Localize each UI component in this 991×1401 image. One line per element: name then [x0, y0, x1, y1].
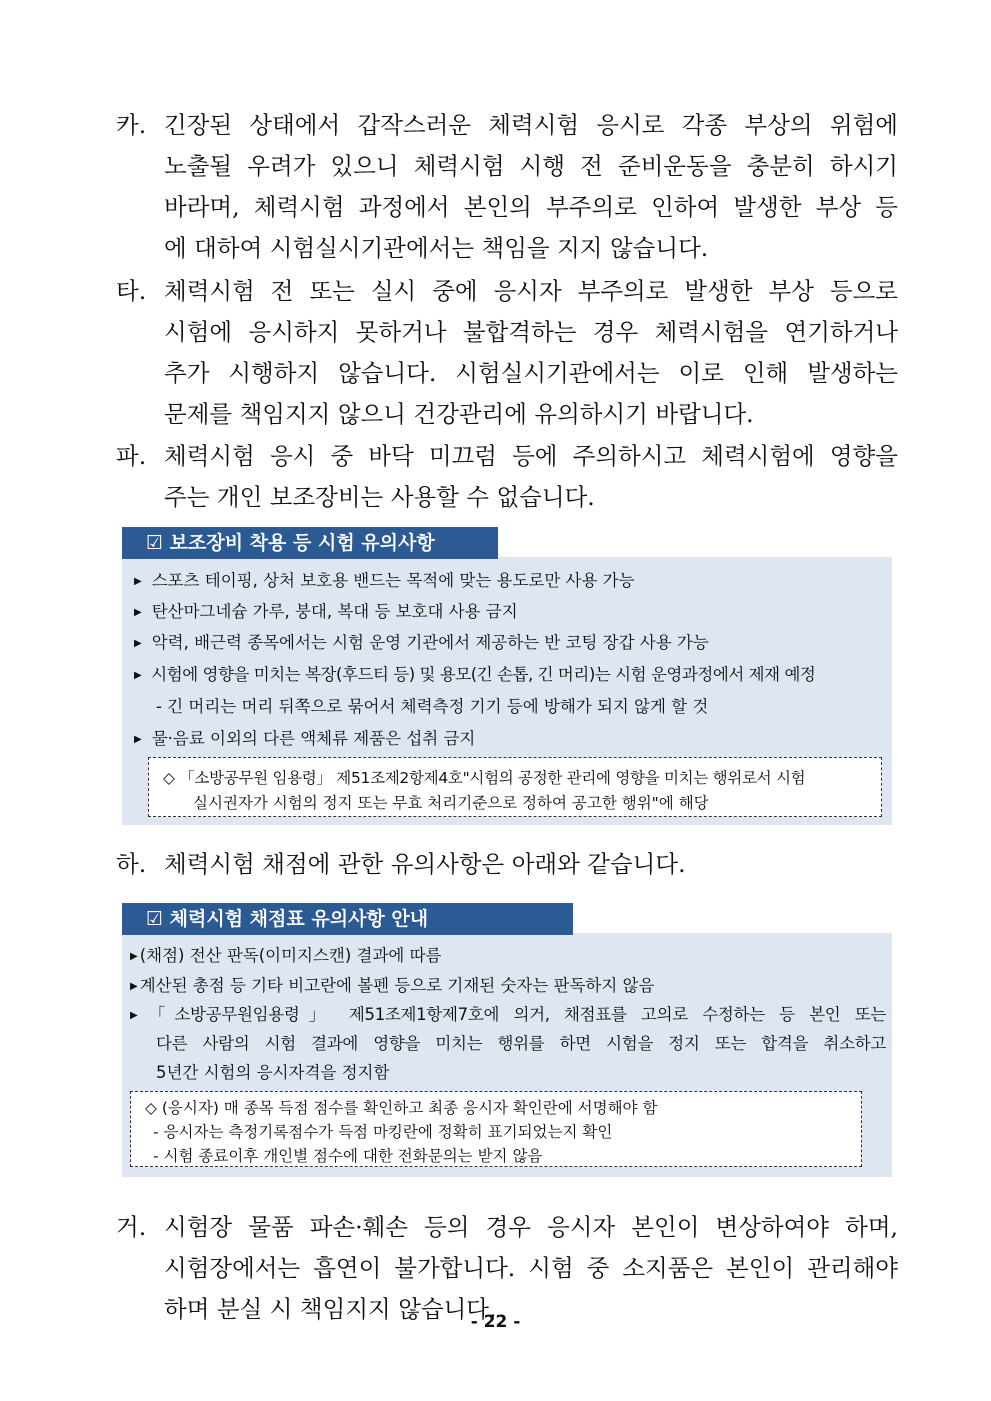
- list-item: [130, 942, 441, 966]
- paragraph-line: 하며 분실 시 책임지지 않습니다.: [164, 1295, 497, 1323]
- examinee-note-box: [130, 1091, 862, 1167]
- triangle-bullet-icon: ▶: [130, 951, 138, 962]
- list-item-text: 계산된 총점 등 기타 비고란에 볼펜 등으로 기재된 숫자는 판독하지 않음: [139, 976, 655, 995]
- paragraph-line: 주는 개인 보조장비는 사용할 수 없습니다.: [164, 483, 595, 511]
- triangle-bullet-icon: ▶: [134, 576, 142, 587]
- sub-item-text: - 긴 머리는 머리 뒤쪽으로 묶어서 체력측정 기기 등에 방해가 되지 않게 할 것: [156, 697, 709, 716]
- paragraph-line: 노출될 우려가 있으니 체력시험 시행 전 준비운동을 충분히 하시기: [164, 152, 898, 180]
- paragraph-marker: 타.: [116, 277, 147, 305]
- paragraph-line: 추가 시행하지 않습니다. 시험실시기관에서는 이로 인해 발생하는: [164, 359, 898, 387]
- note-line: ◇ (응시자) 매 종목 득점 점수를 확인하고 최종 응시자 확인란에 서명해야 함: [145, 1099, 658, 1117]
- triangle-bullet-icon: ▶: [134, 607, 142, 618]
- paragraph-line: 시험장에서는 흡연이 불가합니다. 시험 중 소지품은 본인이 관리해야: [164, 1254, 898, 1282]
- paragraph-line: 체력시험 채점에 관한 유의사항은 아래와 같습니다.: [164, 850, 686, 878]
- list-item: [134, 567, 635, 591]
- paragraph-line: 시험장 물품 파손·훼손 등의 경우 응시자 본인이 변상하여야 하며,: [164, 1213, 898, 1241]
- list-item: [134, 629, 709, 653]
- paragraph-line: 체력시험 응시 중 바닥 미끄럼 등에 주의하시고 체력시험에 영향을: [164, 442, 898, 470]
- note-line: ◇ 「소방공무원 임용령」 제51조제2항제4호"시험의 공정한 관리에 영향을 미치는 행위로서 시험: [163, 769, 806, 787]
- list-item-continuation: 다른 사람의 시험 결과에 영향을 미치는 행위를 하면 시험을 정지 또는 합격을 취소하고: [156, 1034, 886, 1053]
- paragraph-marker: 파.: [116, 442, 147, 470]
- list-item-text: 스포츠 테이핑, 상처 보호용 밴드는 목적에 맞는 용도로만 사용 가능: [151, 571, 635, 590]
- triangle-bullet-icon: ▶: [134, 638, 142, 649]
- note-line: - 시험 종료이후 개인별 점수에 대한 전화문의는 받지 않음: [153, 1147, 543, 1165]
- note-line: 실시권자가 시험의 정지 또는 무효 처리기준으로 정하여 공고한 행위"에 해당: [193, 794, 709, 812]
- note-line: - 응시자는 측정기록점수가 득점 마킹란에 정확히 표기되었는지 확인: [153, 1123, 613, 1141]
- triangle-bullet-icon: ▶: [134, 670, 142, 681]
- paragraph-marker: 거.: [116, 1213, 147, 1241]
- paragraph-line: 바라며, 체력시험 과정에서 본인의 부주의로 인하여 발생한 부상 등: [164, 193, 898, 221]
- regulation-note-box: [148, 757, 882, 817]
- paragraph-line: 시험에 응시하지 못하거나 불합격하는 경우 체력시험을 연기하거나: [164, 318, 898, 346]
- notice-box-title: ☑ 체력시험 채점표 유의사항 안내: [122, 903, 573, 935]
- list-item: [134, 661, 815, 685]
- list-item: [134, 598, 518, 622]
- triangle-bullet-icon: ▶: [134, 734, 142, 745]
- notice-box-scoring: [122, 933, 892, 1177]
- list-item: [134, 725, 475, 749]
- notice-box-equipment: [122, 557, 892, 825]
- paragraph-marker: 하.: [116, 850, 147, 878]
- paragraph-line: 에 대하여 시험실시기관에서는 책임을 지지 않습니다.: [164, 234, 709, 262]
- list-item-text: 시험에 영향을 미치는 복장(후드티 등) 및 용모(긴 손톱, 긴 머리)는 시험 운영과정에서 제재 예정: [151, 665, 816, 684]
- list-item-text: 「소방공무원임용령」 제51조제1항제7호에 의거, 채점표를 고의로 수정하는 등 본인 또는: [148, 1005, 886, 1024]
- paragraph-line: 체력시험 전 또는 실시 중에 응시자 부주의로 발생한 부상 등으로: [164, 277, 898, 305]
- triangle-bullet-icon: ▶: [130, 981, 138, 992]
- list-item-continuation: 5년간 시험의 응시자격을 정지함: [156, 1063, 390, 1082]
- paragraph-line: 문제를 책임지지 않으니 건강관리에 유의하시기 바랍니다.: [164, 400, 754, 428]
- list-item-text: 탄산마그네슘 가루, 붕대, 복대 등 보호대 사용 금지: [151, 602, 518, 621]
- paragraph-line: 긴장된 상태에서 갑작스러운 체력시험 응시로 각종 부상의 위험에: [164, 111, 898, 139]
- list-item: [130, 1001, 886, 1025]
- paragraph-marker: 카.: [116, 111, 147, 139]
- list-item-text: (채점) 전산 판독(이미지스캔) 결과에 따름: [139, 946, 442, 965]
- notice-box-title: ☑ 보조장비 착용 등 시험 유의사항: [122, 527, 498, 559]
- list-item: [130, 972, 654, 996]
- list-item-text: 물·음료 이외의 다른 액체류 제품은 섭취 금지: [151, 729, 476, 748]
- page-number: - 22 -: [470, 1312, 521, 1332]
- list-item-text: 악력, 배근력 종목에서는 시험 운영 기관에서 제공하는 반 코팅 장갑 사용 가능: [151, 633, 709, 652]
- triangle-bullet-icon: ▶: [130, 1010, 147, 1021]
